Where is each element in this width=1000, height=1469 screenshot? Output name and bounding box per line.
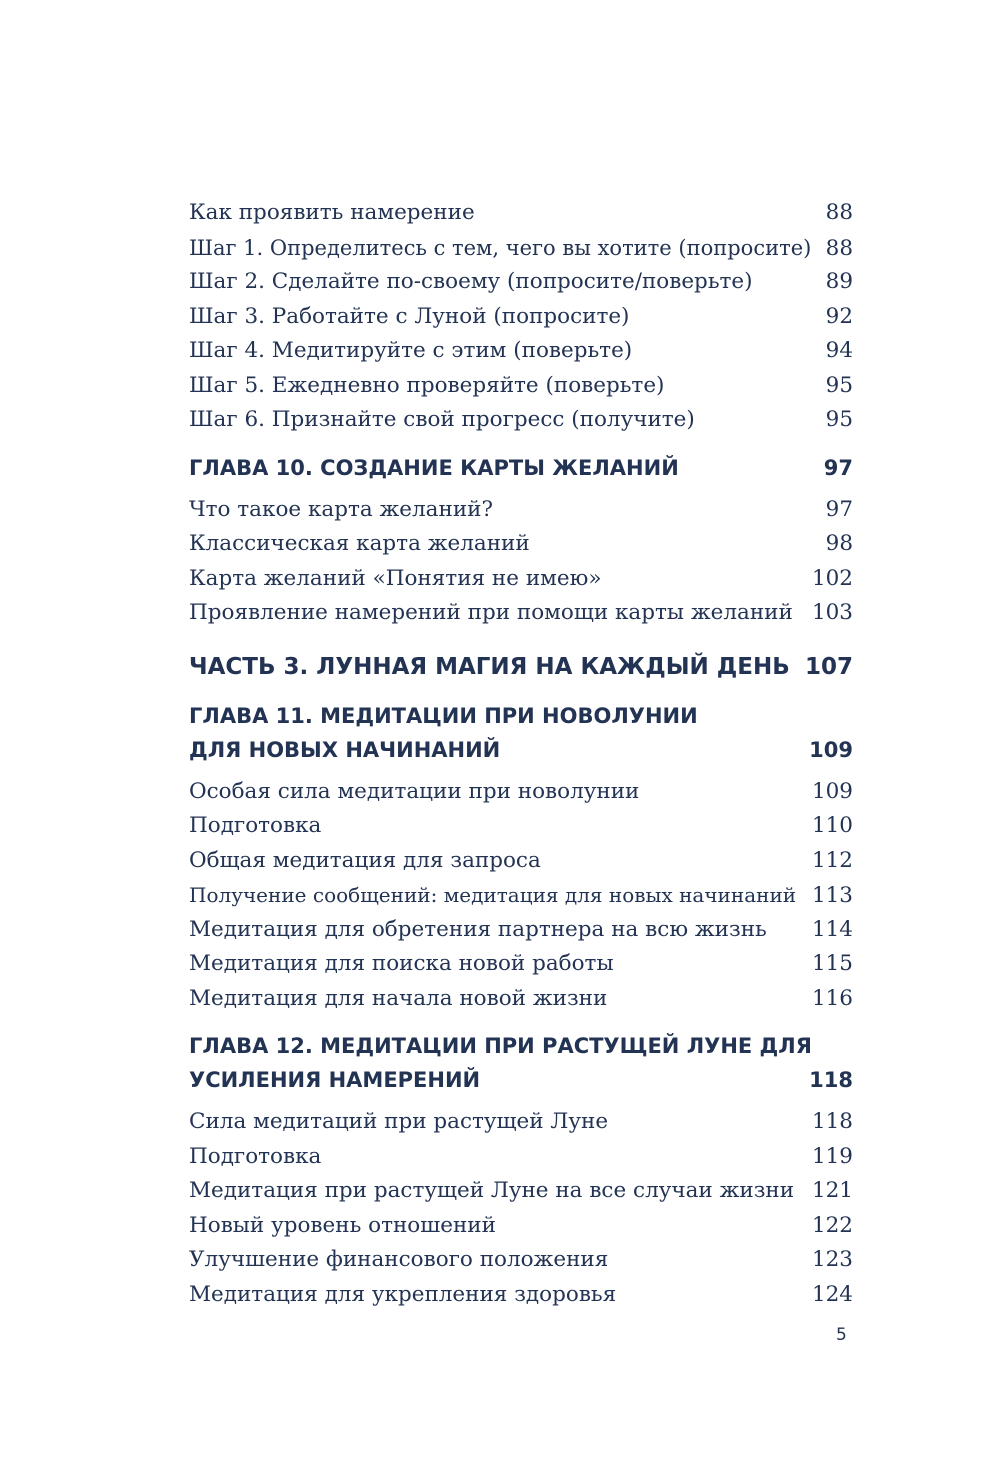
toc-entry-title: Как проявить намерение [189,200,475,225]
chapter-11-heading[interactable] [189,699,853,767]
toc-entry[interactable] [189,775,853,810]
toc-group-3 [189,775,853,1017]
toc-entry[interactable] [189,369,853,404]
toc-entry[interactable] [189,334,853,369]
toc-entry-page: 116 [811,985,853,1011]
chapter-page: 118 [809,1068,853,1092]
toc-entry-page: 88 [825,200,853,225]
toc-entry-page: 114 [811,916,853,942]
toc-entry[interactable] [189,1174,853,1209]
toc-entry-title: Шаг 1. Определитесь с тем, чего вы хотите (попросите) [189,235,812,260]
toc-entry-page: 95 [825,372,853,398]
toc-entry[interactable] [189,1105,853,1140]
chapter-title-line-2: ДЛЯ НОВЫХ НАЧИНАНИЙ [189,737,501,762]
toc-entry-page: 123 [811,1247,853,1272]
toc-entry-title: Особая сила медитации при новолунии [189,778,640,804]
toc-entry-page: 103 [811,600,853,625]
toc-entry-title: Шаг 2. Сделайте по-своему (попросите/поверьте) [189,269,753,294]
toc-entry[interactable] [189,809,853,844]
toc-entry[interactable] [189,265,853,300]
toc-entry-page: 124 [811,1281,853,1307]
toc-entry-title: Медитация для поиска новой работы [189,951,614,976]
toc-entry[interactable] [189,982,853,1017]
toc-entry-page: 115 [811,951,853,976]
toc-entry-page: 102 [811,565,853,591]
chapter-title-line-2: УСИЛЕНИЯ НАМЕРЕНИЙ [189,1068,481,1092]
toc-entry-title: Медитация для обретения партнера на всю жизнь [189,916,767,942]
part-3-heading[interactable] [189,649,853,685]
toc-entry[interactable] [189,947,853,982]
chapter-page: 97 [823,455,853,480]
toc-entry-page: 88 [825,235,853,261]
toc-group-2 [189,493,853,631]
toc-entry-page: 95 [825,407,853,432]
toc-entry-title: Подготовка [189,813,322,838]
toc-entry-page: 110 [811,813,853,838]
toc-entry-title: Шаг 5. Ежедневно проверяйте (поверьте) [189,372,665,398]
part-title: ЧАСТЬ 3. ЛУННАЯ МАГИЯ НА КАЖДЫЙ ДЕНЬ [189,653,790,680]
toc-entry[interactable] [189,196,853,231]
chapter-page: 109 [809,737,853,762]
toc-entry-page: 94 [825,338,853,363]
toc-entry-title: Улучшение финансового положения [189,1247,609,1272]
toc-entry-page: 113 [811,883,853,908]
toc-entry[interactable] [189,403,853,438]
toc-entry[interactable] [189,913,853,948]
table-of-contents [189,196,853,1312]
chapter-title: ГЛАВА 10. СОЗДАНИЕ КАРТЫ ЖЕЛАНИЙ [189,455,679,480]
toc-entry-page: 92 [825,303,853,329]
toc-entry[interactable] [189,562,853,597]
toc-entry[interactable] [189,527,853,562]
page-number: 5 [836,1325,847,1345]
chapter-title-line-1: ГЛАВА 11. МЕДИТАЦИИ ПРИ НОВОЛУНИИ [189,703,698,728]
toc-entry[interactable] [189,878,853,913]
toc-entry-title: Что такое карта желаний? [189,496,494,522]
toc-entry-title: Медитация для укрепления здоровья [189,1281,617,1307]
toc-entry-page: 122 [811,1212,853,1238]
toc-entry-title: Медитация при растущей Луне на все случаи жизни [189,1178,795,1203]
toc-entry-title: Шаг 4. Медитируйте с этим (поверьте) [189,338,633,363]
toc-entry[interactable] [189,1140,853,1175]
toc-entry[interactable] [189,1209,853,1244]
toc-entry-title: Новый уровень отношений [189,1212,496,1238]
toc-entry-title: Подготовка [189,1143,322,1169]
toc-entry-title: Классическая карта желаний [189,531,530,556]
toc-entry-title: Карта желаний «Понятия не имею» [189,565,602,591]
toc-entry-title: Общая медитация для запроса [189,847,541,873]
toc-group-4 [189,1105,853,1312]
toc-entry-title: Получение сообщений: медитация для новых начинаний [189,883,797,907]
toc-entry-page: 98 [825,531,853,556]
toc-entry-page: 121 [811,1178,853,1203]
toc-entry-title: Шаг 3. Работайте с Луной (попросите) [189,303,630,329]
chapter-12-heading[interactable] [189,1029,853,1097]
toc-entry-page: 119 [811,1143,853,1169]
toc-entry[interactable] [189,1278,853,1313]
toc-entry[interactable] [189,231,853,266]
toc-entry[interactable] [189,493,853,528]
toc-entry[interactable] [189,596,853,631]
chapter-10-heading[interactable] [189,451,853,485]
toc-group-1 [189,196,853,438]
toc-entry[interactable] [189,300,853,335]
toc-entry-page: 89 [825,269,853,294]
toc-entry-title: Медитация для начала новой жизни [189,985,608,1011]
toc-entry-title: Шаг 6. Признайте свой прогресс (получите) [189,407,695,432]
toc-entry-page: 97 [825,496,853,522]
toc-entry-page: 118 [811,1109,853,1134]
toc-entry[interactable] [189,844,853,879]
toc-entry-page: 112 [811,847,853,873]
toc-entry-page: 109 [811,778,853,804]
toc-entry[interactable] [189,1243,853,1278]
toc-entry-title: Проявление намерений при помощи карты желаний [189,600,793,625]
part-page: 107 [804,653,853,680]
toc-entry-title: Сила медитаций при растущей Луне [189,1109,609,1134]
chapter-title-line-1: ГЛАВА 12. МЕДИТАЦИИ ПРИ РАСТУЩЕЙ ЛУНЕ ДЛЯ [189,1034,812,1058]
